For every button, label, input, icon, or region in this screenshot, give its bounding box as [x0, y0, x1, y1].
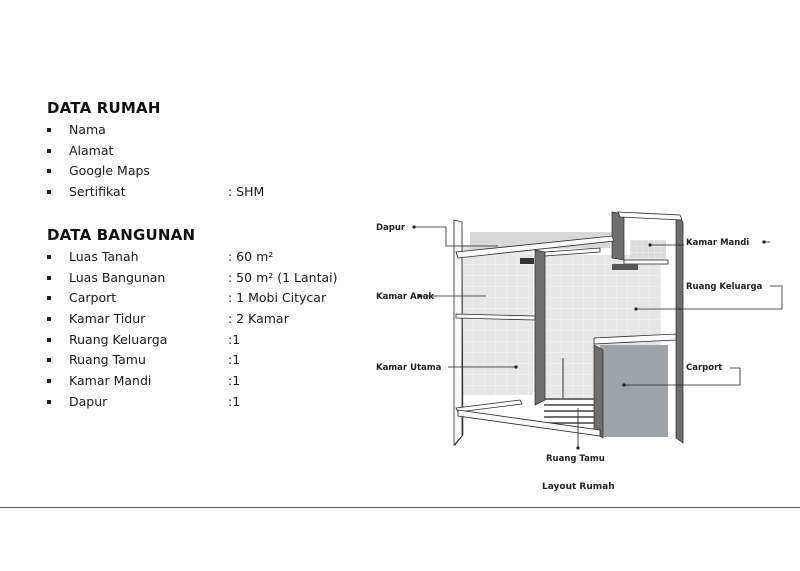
wall-top-bath-bottom — [624, 260, 668, 264]
bullet-icon — [47, 379, 51, 383]
door-detail — [520, 258, 534, 264]
label-carport: Carport — [686, 363, 723, 373]
wall-top-front-left — [456, 400, 522, 412]
door-detail — [612, 264, 638, 270]
wall-top-bath — [618, 212, 682, 220]
bullet-icon — [47, 276, 51, 280]
item-value: :1 — [228, 331, 241, 347]
bottom-divider — [0, 507, 800, 508]
label-kamar-utama: Kamar Utama — [376, 363, 442, 373]
item-label: Sertifikat — [69, 184, 126, 200]
item-value: : 1 Mobi Citycar — [228, 290, 327, 306]
wall-bath-left — [612, 212, 624, 260]
wall-top-living — [545, 248, 600, 256]
bullet-icon — [47, 169, 51, 173]
house-layout-diagram — [360, 200, 800, 500]
item-label: Carport — [69, 290, 117, 306]
label-ruang-tamu: Ruang Tamu — [546, 454, 605, 464]
layout-caption: Layout Rumah — [542, 482, 615, 492]
item-label: Kamar Mandi — [69, 373, 152, 389]
bullet-icon — [47, 190, 51, 194]
bullet-icon — [47, 255, 51, 259]
item-label: Alamat — [69, 142, 114, 158]
wall-carport — [594, 345, 603, 438]
item-value: :1 — [228, 393, 241, 409]
label-kamar-anak: Kamar Anak — [376, 292, 435, 302]
bullet-icon — [47, 338, 51, 342]
wall-right — [676, 216, 683, 443]
label-dapur: Dapur — [376, 223, 406, 233]
item-label: Luas Tanah — [69, 249, 139, 264]
item-label: Luas Bangunan — [69, 269, 166, 285]
label-ruang-keluarga: Ruang Keluarga — [686, 282, 763, 292]
item-value: : SHM — [228, 184, 265, 200]
entry-steps — [544, 398, 600, 426]
wall-middle — [535, 250, 545, 405]
item-label: Ruang Tamu — [69, 352, 146, 368]
item-value: : 50 m² (1 Lantai) — [228, 269, 338, 285]
item-value: :1 — [228, 373, 241, 389]
item-label: Google Maps — [69, 163, 150, 179]
data-rumah-title: DATA RUMAH — [47, 99, 161, 117]
item-label: Kamar Tidur — [69, 311, 146, 327]
item-label: Ruang Keluarga — [69, 331, 168, 347]
carport-floor — [600, 345, 668, 437]
item-value: :1 — [228, 352, 241, 368]
label-kamar-mandi: Kamar Mandi — [686, 238, 750, 248]
bullet-icon — [47, 400, 51, 404]
data-bangunan-title: DATA BANGUNAN — [47, 226, 196, 244]
item-value: : 60 m² — [228, 249, 274, 264]
bullet-icon — [47, 358, 51, 362]
item-label: Nama — [69, 122, 106, 137]
hall-floor — [545, 350, 600, 405]
bullet-icon — [47, 128, 51, 132]
bullet-icon — [47, 296, 51, 300]
bullet-icon — [47, 149, 51, 153]
bullet-icon — [47, 317, 51, 321]
item-value: : 2 Kamar — [228, 311, 289, 327]
item-label: Dapur — [69, 393, 108, 409]
